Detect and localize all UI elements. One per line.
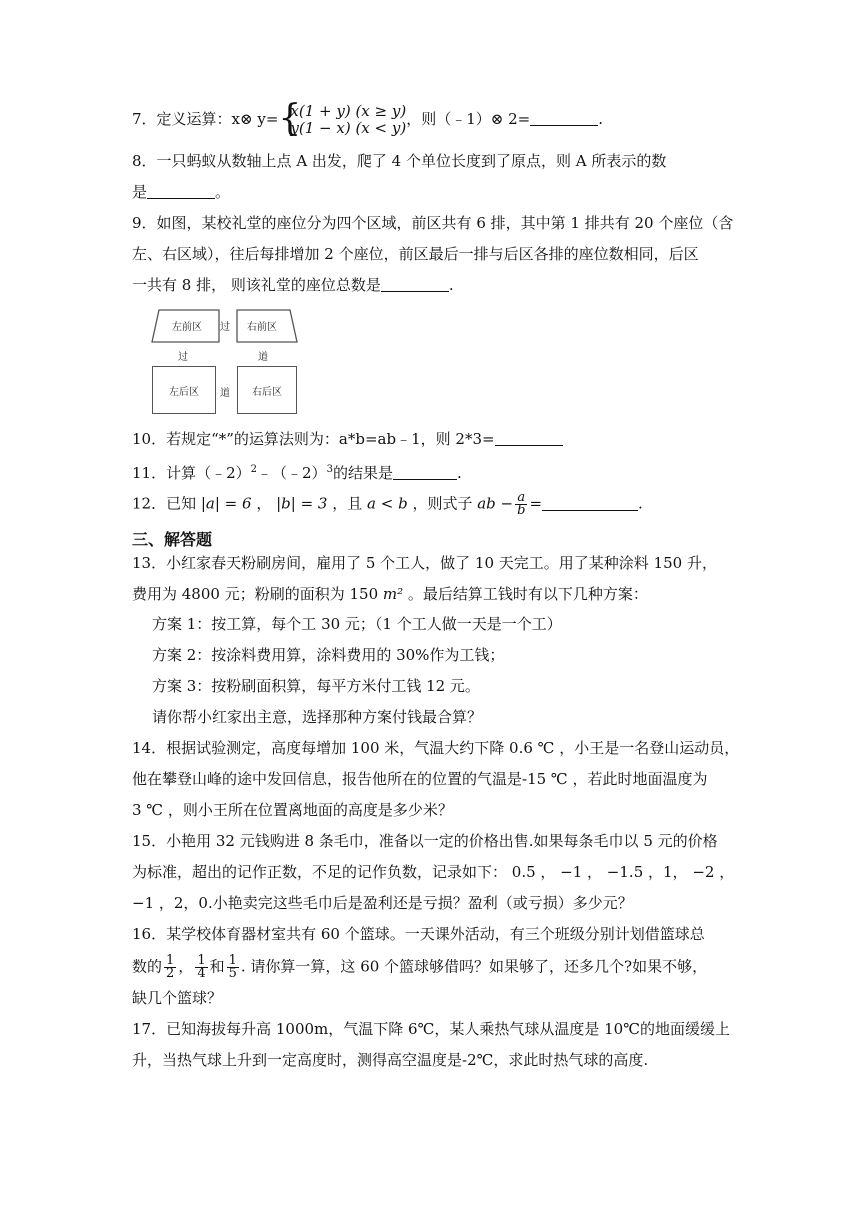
q13-line-2 <box>132 584 648 604</box>
q16-and: 和 <box>209 957 225 976</box>
q9-end: . <box>448 276 454 294</box>
q15-line-2: 为标准，超出的记作正数，不足的记作负数，记录如下： 0.5 ， −1 ， −1.5 ，1， −2 ， <box>132 863 735 881</box>
q12-inequality: a < b <box>367 494 408 513</box>
q12-expression: ab − <box>477 494 514 513</box>
q9-line-3 <box>132 275 454 295</box>
q15-line-3: −1 ，2，0.小艳卖完这些毛巾后是盈利还是亏损？盈利（或亏损）多少元？ <box>132 894 633 912</box>
q7-case-2: y(1 − x) (x < y) <box>290 119 407 137</box>
back-right-box <box>237 366 297 414</box>
question-7 <box>132 98 603 139</box>
q11-exponent-2: 3 <box>326 464 333 475</box>
q16-f3-numerator: 1 <box>228 953 237 968</box>
q16-suffix: . 请你算一算，这 60 个篮球够借吗？如果够了，还多几个?如果不够， <box>240 957 708 976</box>
q12-abs-b: |b| = 3 <box>276 494 328 513</box>
q13-plan-1: 方案 1：按工算，每个工 30 元；（1 个工人做一天是一个工） <box>152 615 562 633</box>
q12-prefix: 12．已知 <box>132 494 201 513</box>
q9-answer-blank[interactable] <box>381 276 449 292</box>
question-12 <box>132 492 643 517</box>
q7-end: . <box>598 110 603 128</box>
q8-prefix: 是 <box>132 183 148 201</box>
q11-answer-blank[interactable] <box>393 464 457 480</box>
q9-line-2: 左、右区域），往后每排增加 2 个座位，前区最后一排与后区各排的座位数相同，后区 <box>132 245 699 263</box>
q13-unit: m² <box>382 585 404 603</box>
q7-case-1: x(1 + y) (x ≥ y) <box>290 102 407 120</box>
q16-fraction-1 <box>164 955 176 980</box>
q15-line-1: 15．小艳用 32 元钱购进 8 条毛巾，准备以一定的价格出售.如果每条毛巾以 5 元的价格 <box>132 832 718 850</box>
q16-sep: ， <box>178 957 194 976</box>
q13-question: 请你帮小红家出主意，选择那种方案付钱最合算？ <box>152 708 483 726</box>
q16-line-2 <box>132 955 707 980</box>
q12-sep-1: ， <box>251 494 277 513</box>
q13-line-2-prefix: 费用为 4800 元；粉刷的面积为 150 <box>132 585 383 603</box>
q17-line-1: 17．已知海拔每升高 1000m，气温下降 6℃，某人乘热气球从温度是 10℃的地面缓缓上 <box>132 1020 730 1038</box>
q16-line-1: 16．某学校体育器材室共有 60 个篮球。一天课外活动，有三个班级分别计划借篮球总 <box>132 925 705 943</box>
q12-answer-blank[interactable] <box>542 495 638 511</box>
q11-exponent-1: 2 <box>250 464 258 475</box>
q16-line-3: 缺几个篮球？ <box>132 989 223 1007</box>
q12-equals: = <box>529 494 543 513</box>
q12-fraction-denominator: b <box>517 503 526 518</box>
q13-plan-2: 方案 2：按涂料费用算，涂料费用的 30%作为工钱； <box>152 646 505 664</box>
q7-suffix: ，则（﹣1）⊗ 2= <box>406 110 531 128</box>
q14-line-1: 14．根据试验测定，高度每增加 100 米，气温大约下降 0.6 ℃ ，小王是一名登山运动员， <box>132 739 740 757</box>
q17-line-2: 升，当热气球上升到一定高度时，测得高空温度是-2℃，求此时热气球的高度. <box>132 1051 649 1069</box>
q12-fraction-numerator: a <box>515 492 527 505</box>
q11-suffix: 的结果是 <box>332 464 393 482</box>
q7-prefix: 7．定义运算：x⊗ y= <box>132 110 279 128</box>
q13-line-2-suffix: 。最后结算工钱时有以下几种方案： <box>403 585 648 603</box>
aisle-label-top: 过 <box>220 322 230 333</box>
q12-end: . <box>638 494 643 513</box>
q8-line-1: 8．一只蚂蚁从数轴上点 A 出发，爬了 4 个单位长度到了原点，则 A 所表示的数 <box>132 152 667 170</box>
back-right-label: 右后区 <box>252 386 282 398</box>
q8-end: 。 <box>215 183 231 201</box>
q16-f1-numerator: 1 <box>166 953 175 968</box>
q16-fraction-3 <box>227 955 239 980</box>
q16-f1-denominator: 2 <box>166 966 175 981</box>
q8-line-2 <box>132 182 230 202</box>
q16-f2-denominator: 4 <box>197 966 206 981</box>
front-left-label: 左前区 <box>172 322 202 333</box>
q16-prefix: 数的 <box>132 957 163 976</box>
q14-line-3: 3 ℃ ，则小王所在位置离地面的高度是多少米？ <box>132 801 453 819</box>
q12-sep-2: ，且 <box>327 494 368 513</box>
q10-answer-blank[interactable] <box>495 430 563 446</box>
q9-line-1: 9．如图，某校礼堂的座位分为四个区域，前区共有 6 排，其中第 1 排共有 20 个座位（含 <box>132 214 734 232</box>
q11-prefix: 11．计算（﹣2） <box>132 464 251 482</box>
q13-line-1: 13．小红家春天粉刷房间，雇用了 5 个工人，做了 10 天完工。用了某种涂料 150 升， <box>132 554 717 572</box>
q10-text: 10．若规定“*”的运算法则为：a*b=ab﹣1，则 2*3= <box>132 430 495 448</box>
q16-f2-numerator: 1 <box>197 953 206 968</box>
front-right-label: 右前区 <box>247 322 277 333</box>
q12-sep-3: ，则式子 <box>407 494 478 513</box>
q7-answer-blank[interactable] <box>530 110 598 126</box>
back-left-label: 左后区 <box>169 386 199 398</box>
q16-f3-denominator: 5 <box>228 966 237 981</box>
q9-prefix: 一共有 8 排， 则该礼堂的座位总数是 <box>132 276 381 294</box>
aisle-label-right: 道 <box>258 352 268 363</box>
q13-plan-3: 方案 3：按粉刷面积算，每平方米付工钱 12 元。 <box>152 677 480 695</box>
aisle-label-bottom: 道 <box>220 388 230 399</box>
q12-fraction <box>515 492 527 517</box>
question-10 <box>132 429 563 449</box>
section-heading: 三、解答题 <box>132 530 213 549</box>
q12-abs-a: |a| = 6 <box>200 494 252 513</box>
q11-end: . <box>456 464 462 482</box>
q14-line-2: 他在攀登山峰的途中发回信息，报告他所在的位置的气温是-15 ℃ ，若此时地面温度为 <box>132 770 708 788</box>
q16-fraction-2 <box>195 955 207 980</box>
question-11 <box>132 460 462 483</box>
back-left-box <box>152 366 216 414</box>
q11-mid: ﹣（﹣2） <box>257 464 327 482</box>
aisle-label-left: 过 <box>178 352 188 363</box>
q8-answer-blank[interactable] <box>147 183 215 199</box>
q7-piecewise: { x(1 + y) (x ≥ y) y(1 − x) (x < y) <box>278 98 407 139</box>
